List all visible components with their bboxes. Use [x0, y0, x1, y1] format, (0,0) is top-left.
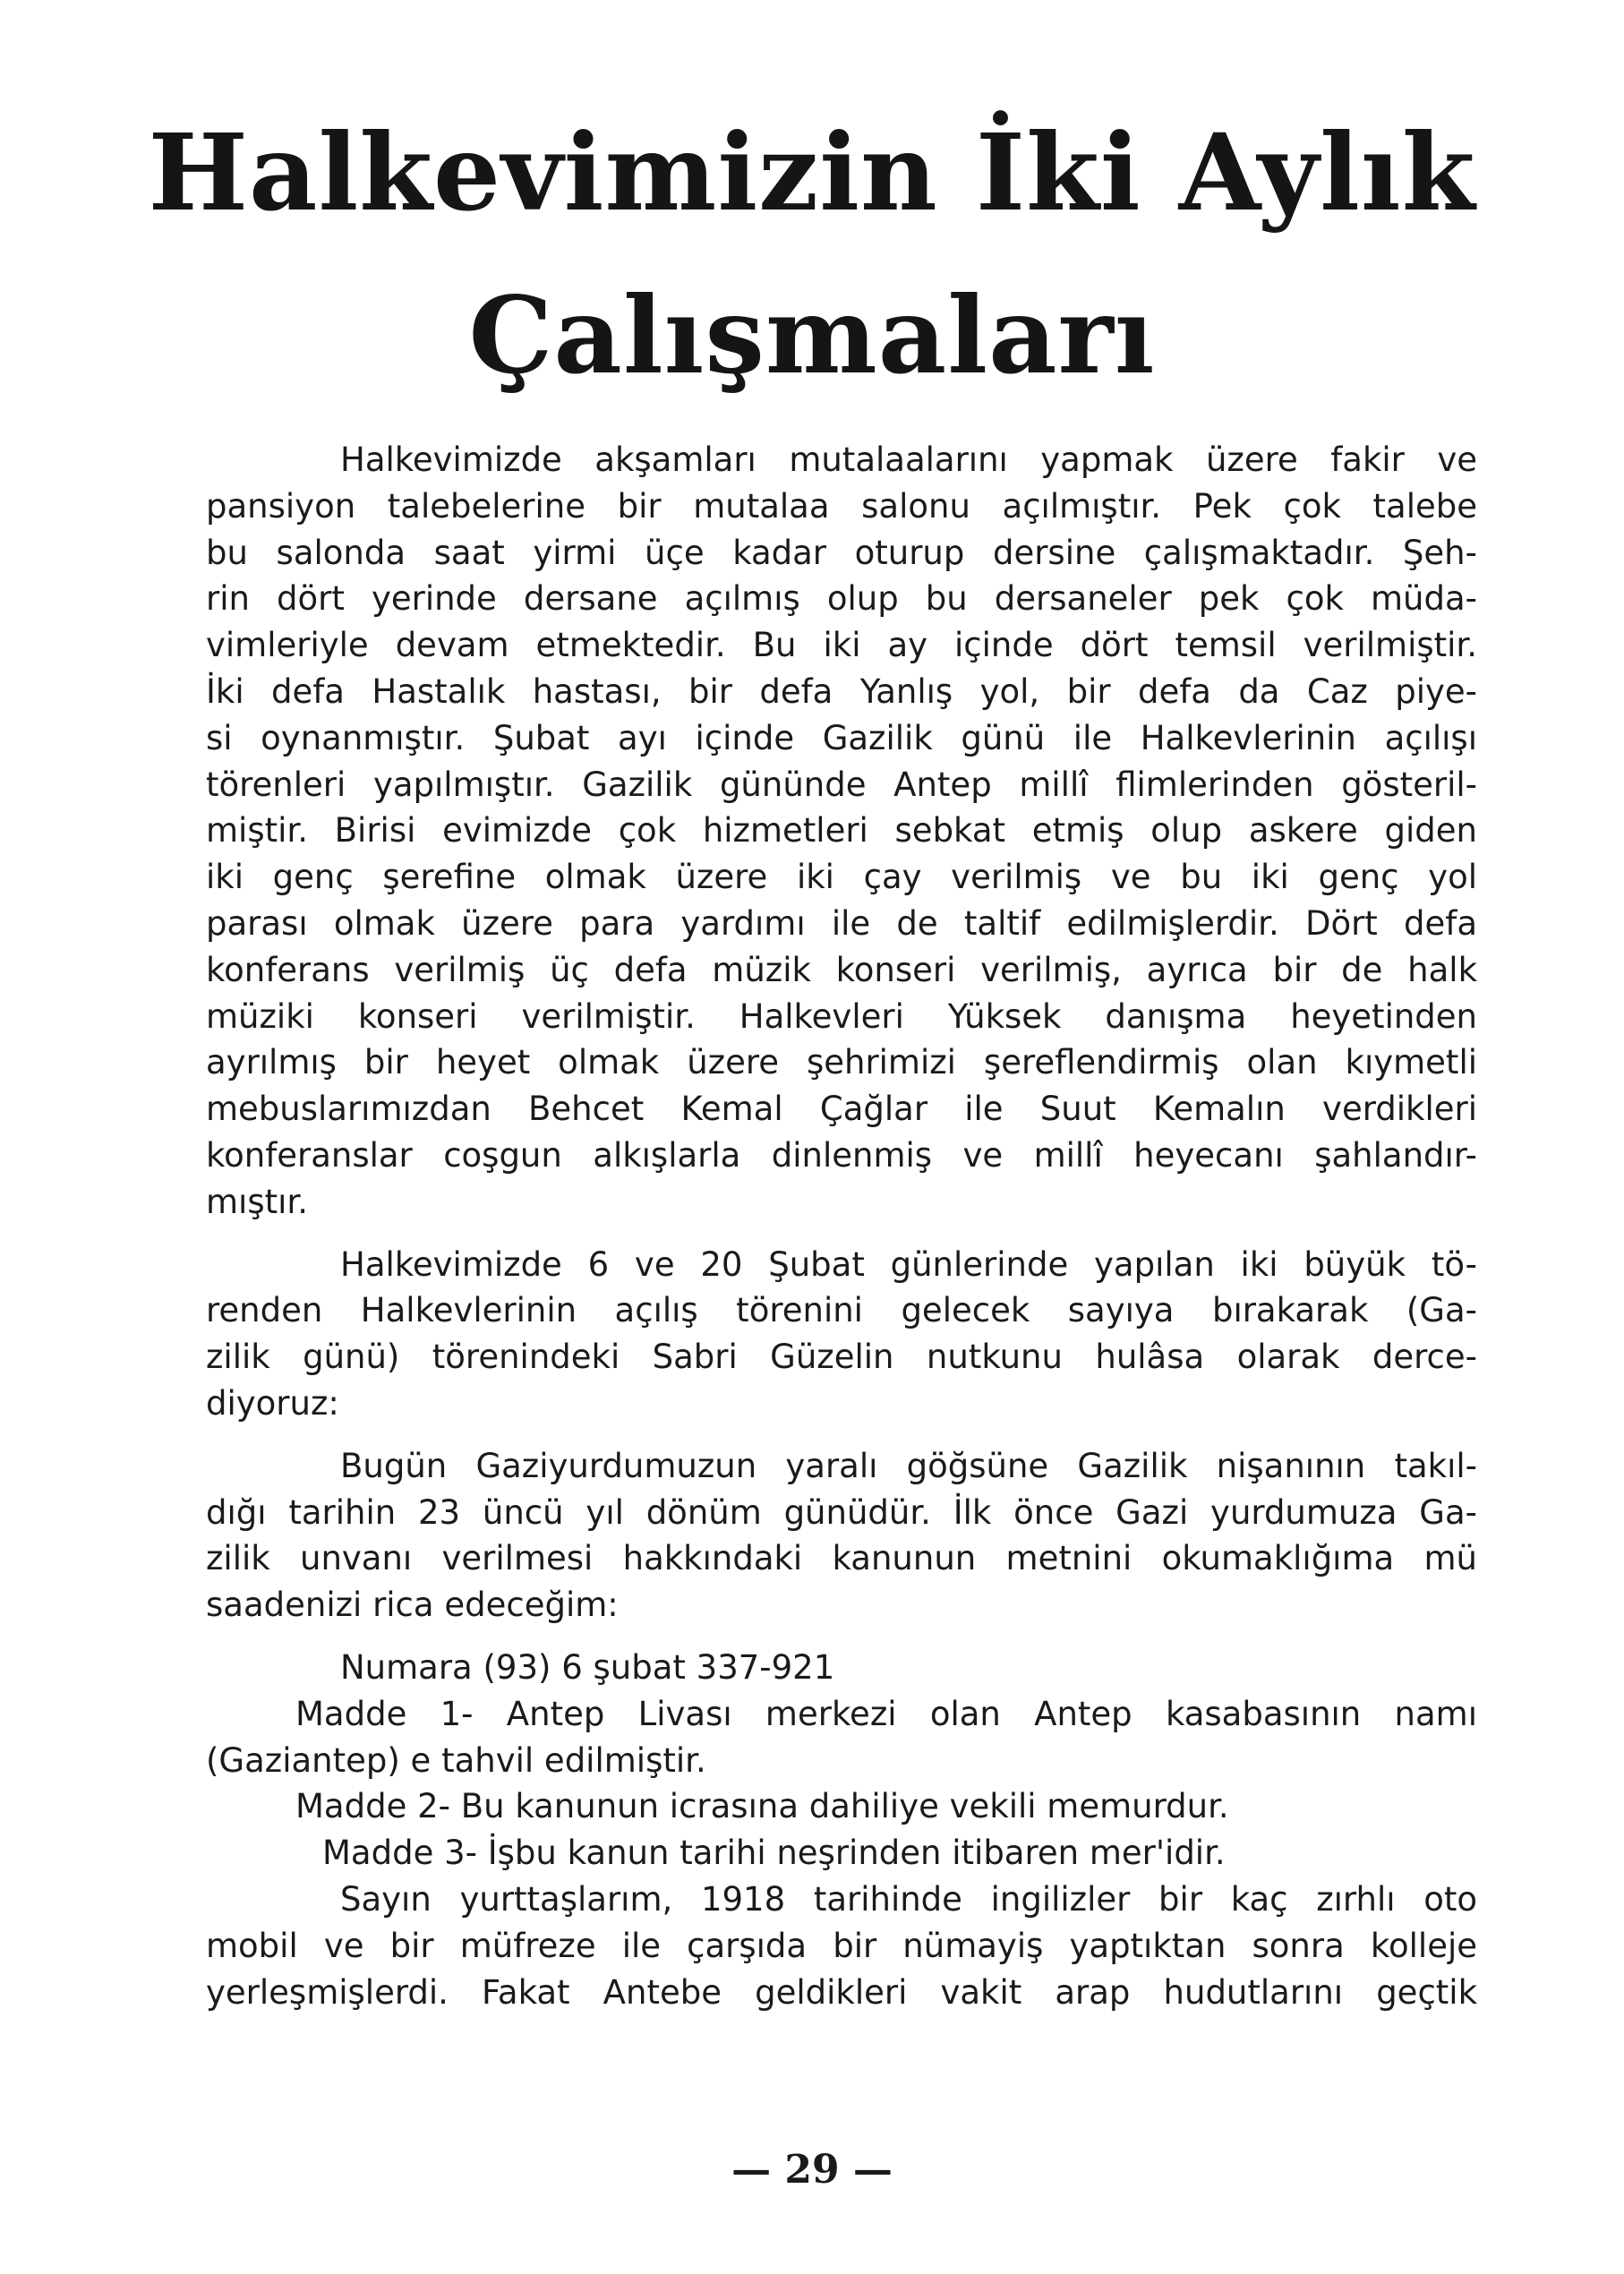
law-article-1-cont: (Gaziantep) e tahvil edilmiştir.	[206, 1740, 706, 1780]
page-title-line-2: Çalışmaları	[468, 273, 1156, 398]
text-line: Halkevimizde 6 ve 20 Şubat günlerinde yapılan iki büyük tö-	[340, 1244, 1477, 1284]
law-number: Numara (93) 6 şubat 337-921	[340, 1647, 835, 1687]
text-line: mıştır.	[206, 1182, 308, 1221]
law-article-1: Madde 1- Antep Livası merkezi olan Antep kasabasının namı	[295, 1694, 1477, 1733]
text-line: pansiyon talebelerine bir mutalaa salonu açılmıştır. Pek çok talebe	[206, 486, 1477, 526]
law-article-2: Madde 2- Bu kanunun icrasına dahiliye vekili memurdur.	[295, 1787, 1229, 1826]
text-line: mobil ve bir müfreze ile çarşıda bir nümayiş yaptıktan sonra kolleje	[206, 1926, 1477, 1965]
text-line: ayrılmış bir heyet olmak üzere şehrimizi şereflendirmiş olan kıymetli	[206, 1043, 1477, 1082]
paragraph-activities	[206, 437, 1477, 1226]
page-number: — 29 —	[731, 2147, 893, 2193]
page-title-line-1: Halkevimizin İki Aylık	[148, 110, 1476, 235]
text-line: İki defa Hastalık hastası, bir defa Yanlış yol, bir defa da Caz piye-	[206, 671, 1477, 711]
text-line: mebuslarımızdan Behcet Kemal Çağlar ile Suut Kemalın verdikleri	[206, 1090, 1477, 1129]
text-line: Halkevimizde akşamları mutalaalarını yapmak üzere fakir ve	[340, 440, 1477, 479]
text-line: konferanslar coşgun alkışlarla dinlenmiş ve millî heyecanı şahlandır-	[206, 1135, 1477, 1175]
text-line: diyoruz:	[206, 1383, 339, 1423]
text-line: parası olmak üzere para yardımı ile de taltif edilmişlerdir. Dört defa	[206, 903, 1477, 943]
text-line: bu salonda saat yirmi üçe kadar oturup dersine çalışmaktadır. Şeh-	[206, 533, 1477, 572]
text-line: si oynanmıştır. Şubat ayı içinde Gazilik günü ile Halkevlerinin açılışı	[206, 718, 1477, 757]
text-line: müziki konseri verilmiştir. Halkevleri Yüksek danışma heyetinden	[206, 996, 1477, 1036]
text-line: iki genç şerefine olmak üzere iki çay verilmiş ve bu iki genç yol	[206, 858, 1477, 897]
law-text	[206, 1645, 1477, 1876]
text-line: konferans verilmiş üç defa müzik konseri verilmiş, ayrıca bir de halk	[206, 950, 1477, 989]
text-line: renden Halkevlerinin açılış törenini gelecek sayıya bırakarak (Ga-	[206, 1291, 1477, 1330]
text-line: zilik unvanı verilmesi hakkındaki kanunun metnini okumaklığıma mü	[206, 1539, 1477, 1578]
text-line: vimleriyle devam etmektedir. Bu iki ay içinde dört temsil verilmiştir.	[206, 626, 1477, 665]
text-line: Sayın yurttaşlarım, 1918 tarihinde ingilizler bir kaç zırhlı oto	[340, 1879, 1477, 1919]
text-line: saadenizi rica edeceğim:	[206, 1586, 619, 1625]
article-body	[206, 437, 1477, 2015]
text-line: rin dört yerinde dersane açılmış olup bu dersaneler pek çok müda-	[206, 579, 1477, 619]
text-line: törenleri yapılmıştır. Gazilik gününde Antep millî flimlerinden gösteril-	[206, 765, 1477, 804]
text-line: dığı tarihin 23 üncü yıl dönüm günüdür. İlk önce Gazi yurdumuza Ga-	[206, 1492, 1477, 1532]
text-line: yerleşmişlerdi. Fakat Antebe geldikleri vakit arap hudutlarını geçtik	[206, 1972, 1477, 2012]
text-line: zilik günü) törenindeki Sabri Güzelin nutkunu hulâsa olarak derce-	[206, 1338, 1477, 1377]
law-article-3: Madde 3- İşbu kanun tarihi neşrinden itibaren mer'idir.	[322, 1834, 1226, 1873]
paragraph-closing	[206, 1876, 1477, 2015]
text-line: miştir. Birisi evimizde çok hizmetleri sebkat etmiş olup askere giden	[206, 811, 1477, 851]
paragraph-ceremony-intro	[206, 1242, 1477, 1427]
paragraph-speech	[206, 1443, 1477, 1629]
text-line: Bugün Gaziyurdumuzun yaralı göğsüne Gazilik nişanının takıl-	[340, 1446, 1477, 1485]
